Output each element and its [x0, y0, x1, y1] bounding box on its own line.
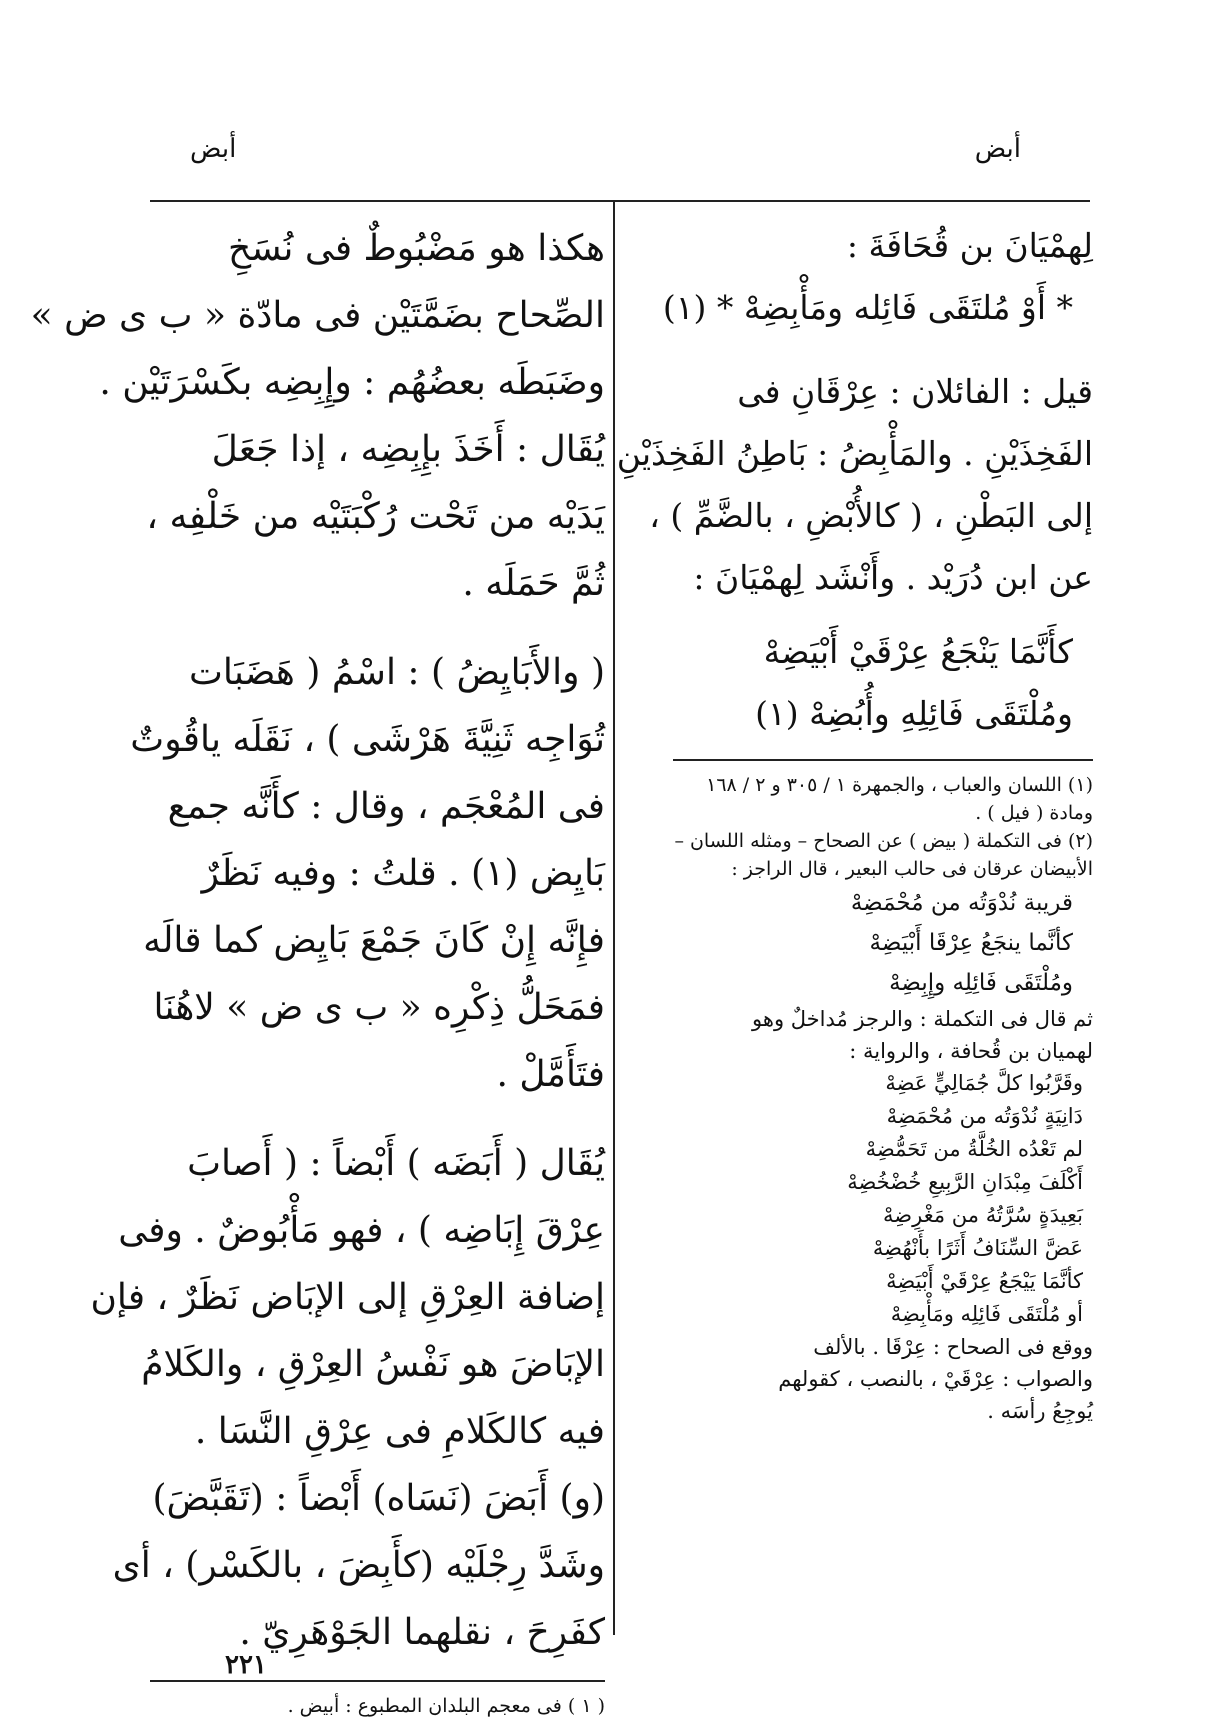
text-line: فإِنَّه إِنْ كَانَ جَمْعَ بَايِض كما قالَه — [143, 920, 605, 961]
text-line: تُوَاجِه ثَنِيَّةَ هَرْشَى ) ، نَقَلَه ياقُوتٌ — [130, 719, 605, 760]
header-rule — [150, 200, 1090, 202]
text-line: قيل : الفائلان : عِرْقَانِ فى — [737, 372, 1093, 411]
footnote-poem-line: لم تَعْدُه الخُلَّةُ من تَحَمُّضِهْ — [865, 1137, 1083, 1161]
running-head-right: أبض — [974, 134, 1021, 164]
running-head-left: أبض — [190, 134, 237, 164]
text-line: ثُمَّ حَمَلَه . — [462, 563, 605, 604]
text-line: لِهمْيَانَ بن قُحَافَةَ : — [846, 226, 1093, 265]
verse-line: ومُلْتَقَى فَائِلِهِ وأُبُضِهْ (١) — [755, 694, 1073, 733]
footnote-prose-line: لهميان بن قُحافة ، والرواية : — [849, 1039, 1093, 1063]
text-line: بَايِض (١) . قلتُ : وفيه نَظَرٌ — [201, 853, 605, 894]
text-line: إلى البَطْنِ ، ( كالأُبْضِ ، بالضَّمِّ ) ، — [649, 496, 1093, 535]
footnote-poem-line: بَعِيدَةٍ سُرَّتُهُ من مَغْرِضِهْ — [883, 1203, 1083, 1227]
column-divider — [613, 200, 615, 1635]
text-line: فمَحَلُّ ذِكْرِه « ب ى ض » لاهُنَا — [153, 987, 605, 1028]
text-line: وضَبَطَه بعضُهُم : وإِبِضِه بكَسْرَتَيْن . — [99, 362, 605, 403]
footnote-poem-line: ومُلْتَقَى فَائِلِه وإِبِضِهْ — [889, 970, 1073, 996]
verse-line: كأَنَّمَا يَنْجَعُ عِرْقَيْ أَبْيَضِهْ — [763, 632, 1073, 671]
footnote-rule — [673, 759, 1093, 761]
text-line: عن ابن دُرَيْد . وأَنْشَد لِهمْيَانَ : — [693, 558, 1093, 597]
text-line: هكذا هو مَضْبُوطٌ فى نُسَخِ — [228, 228, 605, 269]
footnote-prose-line: يُوجِعُ رأسَه . — [987, 1399, 1093, 1423]
text-line: وشَدَّ رِجْلَيْه (كأَبِضَ ، بالكَسْر) ، أى — [112, 1545, 605, 1586]
footnote-prose-line: ثم قال فى التكملة : والرجز مُداخلٌ وهو — [752, 1007, 1093, 1031]
footnote-rule — [150, 1680, 605, 1682]
footnote-poem-line: أَكْلَفَ مِبْدَانِ الرَّبِيعِ خُضْخُضِهْ — [847, 1170, 1083, 1194]
text-line: يَدَيْه من تَحْت رُكْبَتَيْه من خَلْفِه ، — [146, 496, 605, 537]
text-line: الصِّحاح بضَمَّتَيْن فى مادّة « ب ى ض » — [30, 295, 605, 336]
text-line: فتَأَمَّلْ . — [496, 1054, 605, 1095]
left-column — [30, 215, 605, 1720]
footnote-poem-line: وقَرَّبُوا كلَّ جُمَالِيٍّ عَضِهْ — [885, 1071, 1083, 1095]
footnote-poem-line: أو مُلْتَقَى فَائِلِه ومَأْبِضِهْ — [890, 1302, 1083, 1326]
footnote-poem-line: كأنَّما ينجَعُ عِرْقَا أَبْيَضِهْ — [869, 930, 1073, 956]
text-line: فى المُعْجَم ، وقال : كأَنَّه جمع — [167, 786, 605, 827]
footnote-poem-line: كأنَّمَا يَيْجَعُ عِرْقَيْ أَبْيَضِهْ — [886, 1269, 1083, 1293]
text-line: الإبَاضَ هو نَفْسُ العِرْقِ ، والكَلامُ — [141, 1344, 605, 1385]
footnote-poem-line: قريبة نُدْوَتُه من مُحْمَضِهْ — [850, 890, 1073, 916]
text-line: الفَخِذَيْنِ . والمَأْبِضُ : بَاطِنُ الفَخِذَيْنِ — [616, 434, 1093, 473]
text-line: (و) أَبَضَ (نَسَاه) أَبْضاً : (تَقَبَّضَ) — [152, 1478, 605, 1519]
text-line: يُقَال ( أَبَضَه ) أَبْضاً : ( أَصابَ — [187, 1143, 605, 1184]
footnote-2-cont: الأبيضان عرقان فى حالب البعير ، قال الراجز : — [731, 858, 1093, 880]
footnote-1: (١) اللسان والعباب ، والجمهرة ١ / ٣٠٥ و ٢ / ١٦٨ — [706, 774, 1093, 796]
text-line: يُقَال : أَخَذَ بإِبِضِه ، إذا جَعَلَ — [211, 429, 605, 470]
footnote-prose-line: والصواب : عِرْقَيْ ، بالنصب ، كقولهم — [778, 1367, 1093, 1391]
verse-line: * أَوْ مُلتَقَى فَائِله ومَأْبِضِهْ * (١) — [662, 288, 1073, 327]
text-line: كفَرِحَ ، نقلهما الجَوْهَرِيّ . — [239, 1612, 605, 1653]
page-number: ٢٢١ — [225, 1650, 267, 1680]
right-column — [616, 215, 1093, 1427]
text-line: فيه كالكَلامِ فى عِرْقِ النَّسَا . — [194, 1411, 605, 1452]
footnote-prose-line: ووقع فى الصحاح : عِرْقَا . بالألف — [813, 1335, 1093, 1359]
text-line: ( والأَبَايِضُ ) : اسْمُ ( هَضَبَات — [188, 652, 605, 693]
footnote-1-cont: ومادة ( فيل ) . — [975, 802, 1093, 824]
footnote-poem-line: دَانِيَةٍ نُدْوَتُه من مُحْمَضِهْ — [886, 1104, 1083, 1128]
footnote-2: (٢) فى التكملة ( بيض ) عن الصحاح – ومثله اللسان – — [674, 830, 1093, 852]
text-line: عِرْقَ إِبَاضِه ) ، فهو مَأْبُوضٌ . وفى — [118, 1210, 605, 1251]
text-line: إضافة العِرْقِ إلى الإبَاض نَظَرٌ ، فإن — [90, 1277, 605, 1318]
footnote-left: ( ١ ) فى معجم البلدان المطبوع : أبيض . — [287, 1695, 605, 1717]
footnote-poem-line: عَضَّ السِّنَافُ أَثَرًا بأَنْهُضِهْ — [872, 1236, 1083, 1260]
